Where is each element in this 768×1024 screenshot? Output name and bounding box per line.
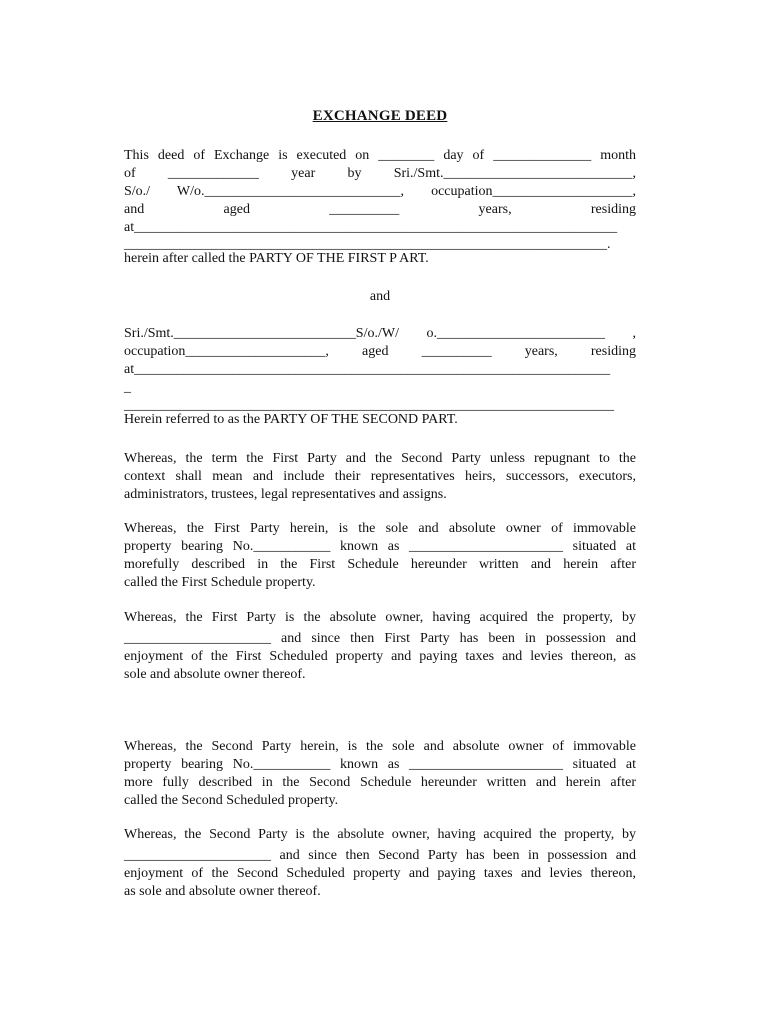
paragraph-first-party-acquisition xyxy=(124,609,636,684)
text-line: and aged __________ years, residing xyxy=(124,202,636,217)
text-line: Whereas, the First Party is the absolute owner, having acquired the property, by xyxy=(124,610,636,625)
text-line: _____________________ and since then First Party has been in possession and xyxy=(124,631,636,646)
paragraph-second-party-acquisition xyxy=(124,826,636,901)
text-line: Herein referred to as the PARTY OF THE SECOND PART. xyxy=(124,412,458,427)
document-page xyxy=(124,0,636,1024)
text-line: as sole and absolute owner thereof. xyxy=(124,884,321,899)
text-line: at____________________________________________________________________ xyxy=(124,362,611,377)
text-line: enjoyment of the First Scheduled property and paying taxes and levies thereon, as xyxy=(124,649,636,664)
text-line: occupation____________________, aged __________ years, residing xyxy=(124,344,636,359)
text-line: morefully described in the First Schedule hereunder written and herein after xyxy=(124,557,636,572)
text-line: called the First Schedule property. xyxy=(124,575,316,590)
text-line: administrators, trustees, legal representatives and assigns. xyxy=(124,487,447,502)
text-line: called the Second Scheduled property. xyxy=(124,793,339,808)
second-party-block xyxy=(124,325,636,433)
text-line: Sri./Smt.__________________________S/o./W/ o.________________________ , xyxy=(124,326,636,341)
text-line: herein after called the PARTY OF THE FIRST P ART. xyxy=(124,251,429,266)
text-line: This deed of Exchange is executed on ________ day of ______________ month xyxy=(124,148,636,163)
text-line: sole and absolute owner thereof. xyxy=(124,667,306,682)
text-line: property bearing No.___________ known as ______________________ situated at xyxy=(124,757,636,772)
text-line: Whereas, the term the First Party and the Second Party unless repugnant to the xyxy=(124,451,636,466)
text-line: _____________________ and since then Second Party has been in possession and xyxy=(124,848,636,863)
text-line: at_____________________________________________________________________ xyxy=(124,220,618,235)
text-line: _____________________________________________________________________. xyxy=(124,237,611,252)
first-party-block xyxy=(124,147,636,273)
text-line: Whereas, the Second Party is the absolute owner, having acquired the property, by xyxy=(124,827,636,842)
document-title: EXCHANGE DEED xyxy=(312,108,448,124)
text-line: ______________________________________________________________________ xyxy=(124,398,614,413)
text-line: context shall mean and include their representatives heirs, successors, executors, xyxy=(124,469,636,484)
paragraph-second-party-ownership xyxy=(124,738,636,810)
text-line: S/o./ W/o.____________________________, occupation____________________, xyxy=(124,184,636,199)
text-line: property bearing No.___________ known as ______________________ situated at xyxy=(124,539,636,554)
text-line: more fully described in the Second Schedule hereunder written and herein after xyxy=(124,775,636,790)
text-line: _ xyxy=(124,380,131,395)
text-line: Whereas, the Second Party herein, is the sole and absolute owner of immovable xyxy=(124,739,636,754)
and-separator: and xyxy=(369,289,391,304)
text-line: Whereas, the First Party herein, is the sole and absolute owner of immovable xyxy=(124,521,636,536)
paragraph-term-definition xyxy=(124,450,636,504)
text-line: of _____________ year by Sri./Smt.___________________________, xyxy=(124,166,636,181)
text-line: enjoyment of the Second Scheduled property and paying taxes and levies thereon, xyxy=(124,866,636,881)
paragraph-first-party-ownership xyxy=(124,520,636,592)
